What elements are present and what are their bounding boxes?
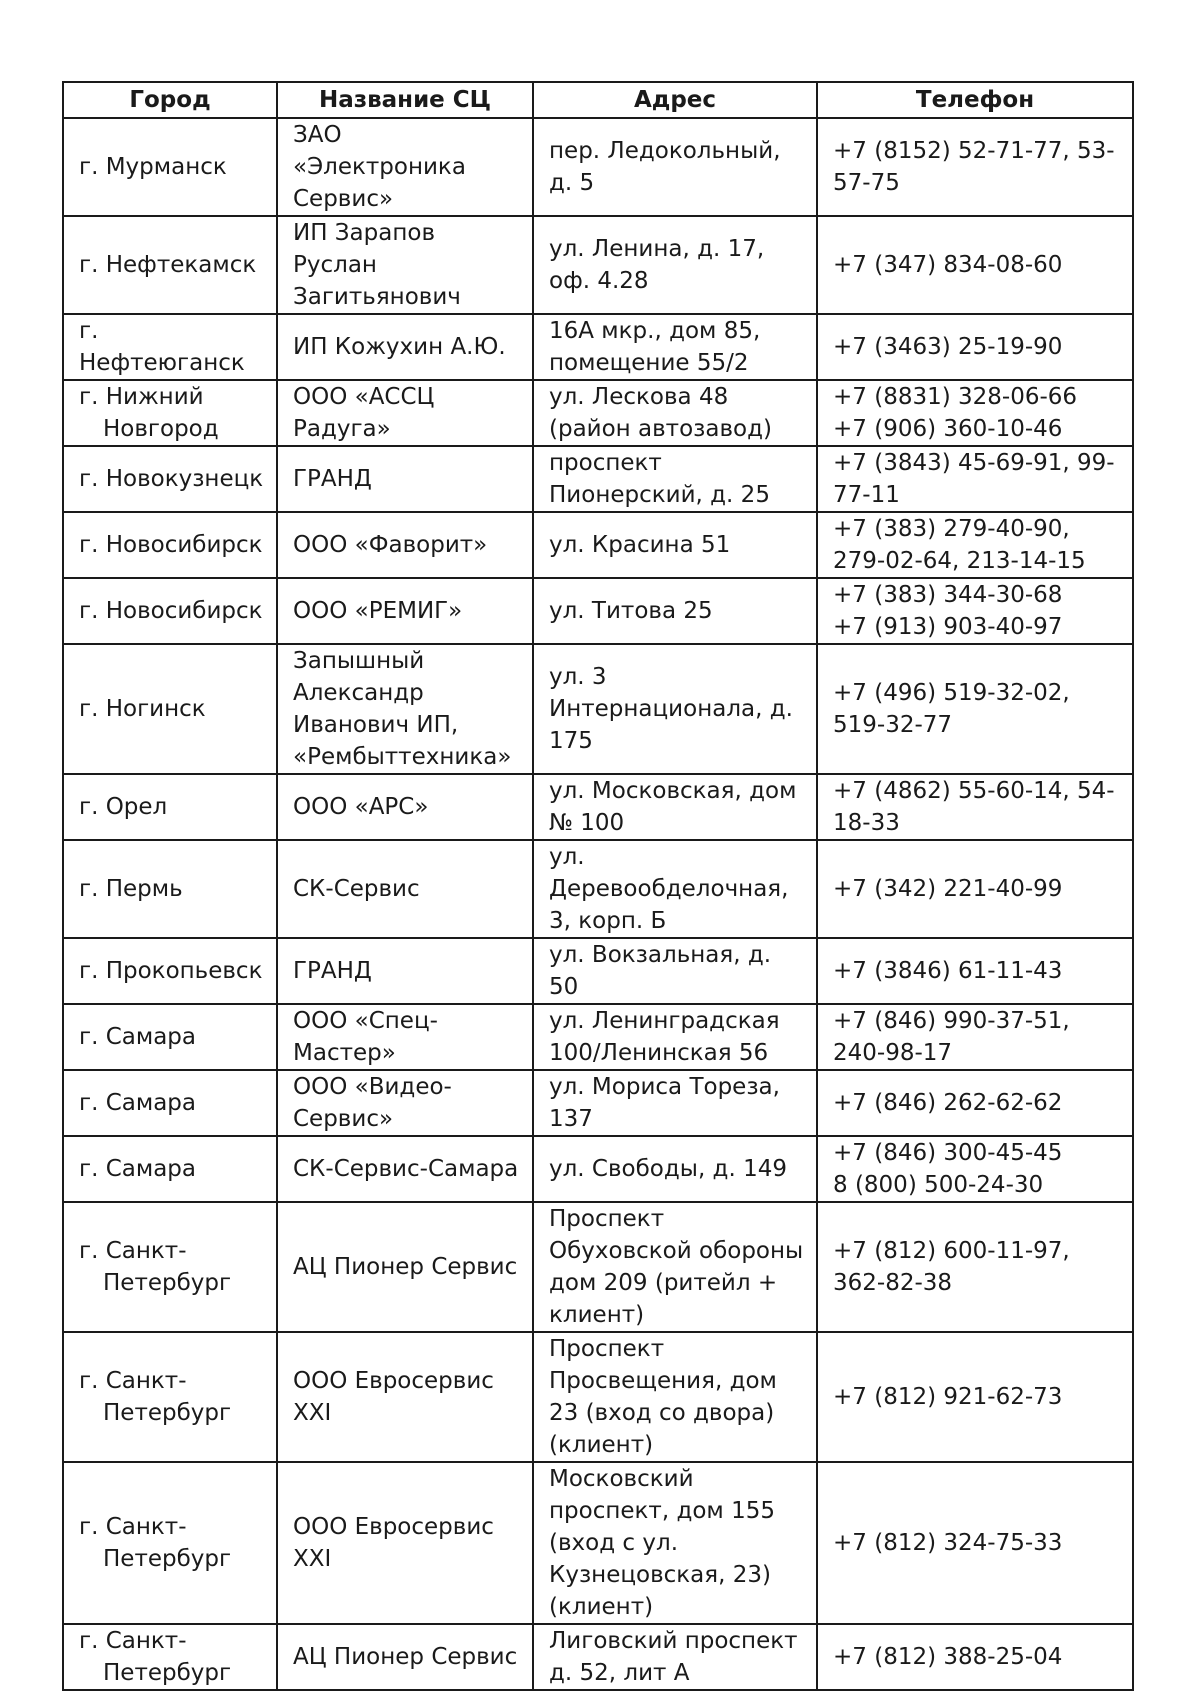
cell-city-line: Петербург [103,1546,232,1572]
cell-address [533,314,817,380]
cell-address-line: ул. Ленина, д. 17, оф. 4.28 [549,236,765,294]
table-row [63,1202,1133,1332]
cell-city-line: г. Самара [79,1156,196,1182]
cell-city-line: Новгород [103,416,219,442]
service-centers-table [62,81,1134,1691]
cell-address [533,1070,817,1136]
table-row [63,118,1133,216]
table-row [63,1136,1133,1202]
cell-phone-line: 8 (800) 500-24-30 [833,1172,1044,1198]
cell-city [63,1004,277,1070]
cell-service-center-name: ООО «АРС» [277,774,533,840]
cell-address [533,380,817,446]
cell-phone-line: +7 (812) 388-25-04 [833,1644,1063,1670]
cell-city [63,1462,277,1624]
table-row [63,1070,1133,1136]
cell-address [533,840,817,938]
cell-address-line: Лиговский проспект д. 52, лит А [549,1628,798,1686]
cell-address [533,644,817,774]
cell-service-center-name: АЦ Пионер Сервис [277,1202,533,1332]
cell-city-line: г. Пермь [79,876,183,902]
table-row [63,938,1133,1004]
cell-address [533,216,817,314]
cell-address-line: ул. Титова 25 [549,598,713,624]
cell-service-center-name: ЗАО «Электроника Сервис» [277,118,533,216]
cell-phone-line: +7 (383) 279-40-90, 279-02-64, 213-14-15 [833,516,1086,574]
cell-phone [817,1202,1133,1332]
cell-address-line: ул. Лескова 48 [549,384,729,410]
cell-city-line: г. Прокопьевск [79,958,263,984]
cell-address [533,1462,817,1624]
cell-address [533,774,817,840]
cell-city [63,118,277,216]
cell-city [63,1202,277,1332]
cell-city-line: г. Орел [79,794,168,820]
cell-city-line: г. Нефтеюганск [79,318,245,376]
cell-address [533,1332,817,1462]
cell-city-line: г. Ногинск [79,696,206,722]
cell-phone-line: +7 (3846) 61-11-43 [833,958,1063,984]
cell-phone-line: +7 (347) 834-08-60 [833,252,1063,278]
cell-phone [817,1462,1133,1624]
cell-address-line: ул. Свободы, д. 149 [549,1156,787,1182]
cell-address-line: ул. 3 Интернационала, д. 175 [549,664,793,754]
cell-city [63,380,277,446]
cell-service-center-name: ИП Кожухин А.Ю. [277,314,533,380]
table-row [63,644,1133,774]
table-row [63,774,1133,840]
cell-city-line: г. Нефтекамск [79,252,257,278]
cell-phone-line: +7 (846) 990-37-51, 240-98-17 [833,1008,1070,1066]
cell-service-center-name: ООО «АССЦ Радуга» [277,380,533,446]
cell-city [63,1332,277,1462]
cell-phone [817,314,1133,380]
table-row [63,1462,1133,1624]
cell-phone-line: +7 (906) 360-10-46 [833,416,1063,442]
cell-service-center-name: СК-Сервис [277,840,533,938]
cell-phone-line: +7 (496) 519-32-02, 519-32-77 [833,680,1070,738]
cell-address-line: ул. Ленинградская 100/Ленинская 56 [549,1008,780,1066]
cell-city [63,578,277,644]
cell-phone [817,118,1133,216]
cell-phone-line: +7 (846) 262-62-62 [833,1090,1063,1116]
cell-city-line: г. Санкт- [79,1628,187,1654]
table-row [63,446,1133,512]
cell-city [63,644,277,774]
cell-phone-line: +7 (3843) 45-69-91, 99-77-11 [833,450,1115,508]
cell-city-line: Петербург [103,1400,232,1426]
header-address: Адрес [533,82,817,118]
cell-address-line: (район автозавод) [549,416,772,442]
cell-address [533,1136,817,1202]
cell-city-line: г. Новокузнецк [79,466,264,492]
cell-service-center-name: ООО Евросервис XXI [277,1332,533,1462]
cell-city [63,1136,277,1202]
cell-service-center-name: АЦ Пионер Сервис [277,1624,533,1690]
cell-city-line: Петербург [103,1270,232,1296]
header-phone: Телефон [817,82,1133,118]
table-row [63,840,1133,938]
cell-city [63,938,277,1004]
table-row [63,380,1133,446]
cell-address [533,512,817,578]
cell-phone-line: +7 (846) 300-45-45 [833,1140,1063,1166]
cell-city-line: г. Мурманск [79,154,227,180]
cell-phone [817,938,1133,1004]
cell-service-center-name: ООО «Видео-Сервис» [277,1070,533,1136]
cell-phone [817,644,1133,774]
cell-service-center-name: ГРАНД [277,938,533,1004]
cell-phone [817,1070,1133,1136]
table-row [63,578,1133,644]
cell-address-line: ул. Красина 51 [549,532,731,558]
cell-phone [817,380,1133,446]
cell-city [63,446,277,512]
cell-address [533,1004,817,1070]
cell-phone-line: +7 (812) 324-75-33 [833,1530,1063,1556]
cell-phone [817,446,1133,512]
cell-address-line: ул. Мориса Тореза, 137 [549,1074,780,1132]
cell-city [63,1070,277,1136]
cell-phone [817,1004,1133,1070]
cell-phone [817,774,1133,840]
cell-address-line: 16А мкр., дом 85, помещение 55/2 [549,318,761,376]
table-body [63,118,1133,1690]
cell-phone-line: +7 (342) 221-40-99 [833,876,1063,902]
cell-city [63,216,277,314]
cell-city-line: г. Нижний [79,384,204,410]
cell-phone [817,512,1133,578]
cell-address [533,118,817,216]
cell-address [533,1624,817,1690]
cell-phone-line: +7 (812) 921-62-73 [833,1384,1063,1410]
cell-phone-line: +7 (8831) 328-06-66 [833,384,1078,410]
cell-phone [817,1332,1133,1462]
cell-phone-line: +7 (3463) 25-19-90 [833,334,1063,360]
cell-phone-line: +7 (8152) 52-71-77, 53-57-75 [833,138,1115,196]
cell-address-line: Московский проспект, дом 155 (вход с ул. Кузнецовская, 23) (клиент) [549,1466,775,1620]
table-header-row [63,82,1133,118]
cell-address-line: проспект Пионерский, д. 25 [549,450,770,508]
cell-phone-line: +7 (4862) 55-60-14, 54-18-33 [833,778,1115,836]
table-row [63,1004,1133,1070]
cell-service-center-name: ООО «Спец-Мастер» [277,1004,533,1070]
header-service-center-name: Название СЦ [277,82,533,118]
cell-phone [817,578,1133,644]
cell-city-line: г. Санкт- [79,1238,187,1264]
cell-city-line: г. Новосибирск [79,532,263,558]
table-row [63,1624,1133,1690]
cell-city-line: г. Самара [79,1090,196,1116]
cell-phone [817,1136,1133,1202]
table-row [63,314,1133,380]
cell-phone-line: +7 (812) 600-11-97, 362-82-38 [833,1238,1070,1296]
cell-service-center-name: ООО «РЕМИГ» [277,578,533,644]
cell-address-line: пер. Ледокольный, д. 5 [549,138,781,196]
table-row [63,216,1133,314]
cell-address [533,1202,817,1332]
cell-city-line: г. Самара [79,1024,196,1050]
cell-city [63,314,277,380]
cell-service-center-name: Запышный Александр Иванович ИП, «Рембыттехника» [277,644,533,774]
cell-service-center-name: ООО «Фаворит» [277,512,533,578]
cell-address-line: ул. Деревообделочная, 3, корп. Б [549,844,789,934]
cell-address-line: ул. Вокзальная, д. 50 [549,942,772,1000]
cell-city [63,512,277,578]
table-row [63,1332,1133,1462]
cell-city-line: г. Санкт- [79,1368,187,1394]
cell-phone [817,1624,1133,1690]
cell-address [533,446,817,512]
table-row [63,512,1133,578]
cell-service-center-name: ИП Зарапов Руслан Загитьянович [277,216,533,314]
cell-address-line: Проспект Просвещения, дом 23 (вход со двора) (клиент) [549,1336,777,1458]
cell-city [63,840,277,938]
cell-address [533,938,817,1004]
cell-city-line: г. Новосибирск [79,598,263,624]
cell-address-line: Проспект Обуховской обороны дом 209 (ритейл + клиент) [549,1206,804,1328]
cell-phone [817,216,1133,314]
cell-address-line: ул. Московская, дом № 100 [549,778,797,836]
cell-service-center-name: ГРАНД [277,446,533,512]
cell-address [533,578,817,644]
cell-phone-line: +7 (913) 903-40-97 [833,614,1063,640]
cell-city-line: г. Санкт- [79,1514,187,1540]
cell-city [63,774,277,840]
cell-city-line: Петербург [103,1660,232,1686]
cell-phone-line: +7 (383) 344-30-68 [833,582,1063,608]
cell-phone [817,840,1133,938]
cell-service-center-name: ООО Евросервис XXI [277,1462,533,1624]
header-city: Город [63,82,277,118]
cell-service-center-name: СК-Сервис-Самара [277,1136,533,1202]
cell-city [63,1624,277,1690]
